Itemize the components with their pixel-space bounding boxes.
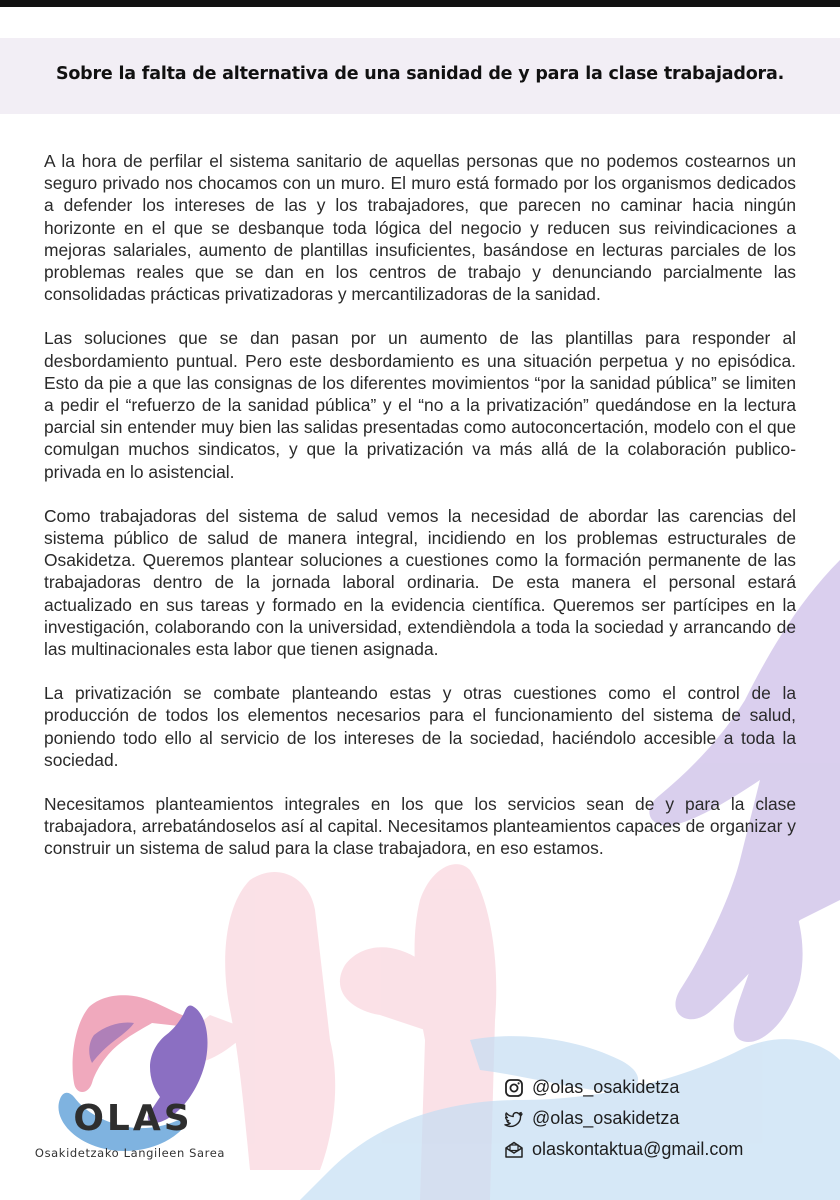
contact-block — [504, 1072, 804, 1165]
page-title: Sobre la falta de alternativa de una sanidad de y para la clase trabajadora. — [55, 64, 785, 84]
contact-twitter[interactable] — [504, 1103, 804, 1134]
contact-instagram[interactable] — [504, 1072, 804, 1103]
contact-email[interactable] — [504, 1134, 804, 1165]
paragraph-1: A la hora de perfilar el sistema sanitario de aquellas personas que no podemos costearnos un seguro privado nos chocamos con un muro. El muro está formado por los organismos dedicados a defender los intereses de las y los trabajadores, que parecen no caminar hacia ningún horizonte en el que se desbanque toda lógica del negocio y reducen sus reivindicaciones a mejoras salariales, aumento de plantillas insuficientes, basándose en lecturas parciales de los problemas reales que se dan en los centros de trabajo y denunciando parcialmente las consolidadas prácticas privatizadoras y mercantilizadoras de la sanidad. — [44, 151, 796, 305]
logo-name: OLAS — [73, 1098, 193, 1139]
instagram-handle: @olas_osakidetza — [532, 1077, 680, 1097]
twitter-handle: @olas_osakidetza — [532, 1108, 680, 1128]
paragraph-3: Como trabajadoras del sistema de salud vemos la necesidad de abordar las carencias del sistema público de salud de manera integral, incidiendo en los problemas estructurales de Osakidetza. Queremos plantear soluciones a cuestiones como la formación permanente de las trabajadoras dentro de la jornada laboral ordinaria. De esta manera el personal estará actualizado en sus tareas y formado en la evidencia científica. Queremos ser partícipes en la investigación, colaborando con la universidad, extendièndola a toda la sociedad y arrancando de las multinacionales esta labor que tienen asignada. — [44, 505, 796, 660]
logo-subtitle: Osakidetzako Langileen Sarea — [34, 1146, 226, 1160]
instagram-icon — [504, 1078, 524, 1098]
paragraph-5: Necesitamos planteamientos integrales en los que los servicios sean de y para la clase trabajadora, arrebatándoselos así al capital. Necesitamos planteamientos capaces de organizar y construir un sistema de salud para la clase trabajadora, en eso estamos. — [44, 794, 796, 859]
paragraph-4: La privatización se combate planteando estas y otras cuestiones como el control de la producción de todos los elementos necesarios para el funcionamiento del sistema de salud, poniendo todo ello al servicio de los intereses de la sociedad, haciéndolo accesible a toda la sociedad. — [44, 683, 796, 770]
article-body — [44, 150, 796, 882]
mail-icon — [504, 1140, 524, 1160]
email-address: olaskontaktua@gmail.com — [532, 1139, 744, 1159]
twitter-icon — [504, 1109, 524, 1129]
paragraph-2: Las soluciones que se dan pasan por un aumento de las plantillas para responder al desbordamiento puntual. Pero este desbordamiento es una situación perpetua y no episódica. Esto da pie a que las consignas de los diferentes movimientos “por la sanidad pública” se limiten a pedir el “refuerzo de la sanidad pública” y el “no a la privatización” quedándose en la lectura parcial sin entender muy bien las salidas presentadas como autoconcertación, modelo con el que comulgan muchos sindicatos, y que la privatización va más allá de la colaboración publico-privada en lo asistencial. — [44, 328, 796, 482]
